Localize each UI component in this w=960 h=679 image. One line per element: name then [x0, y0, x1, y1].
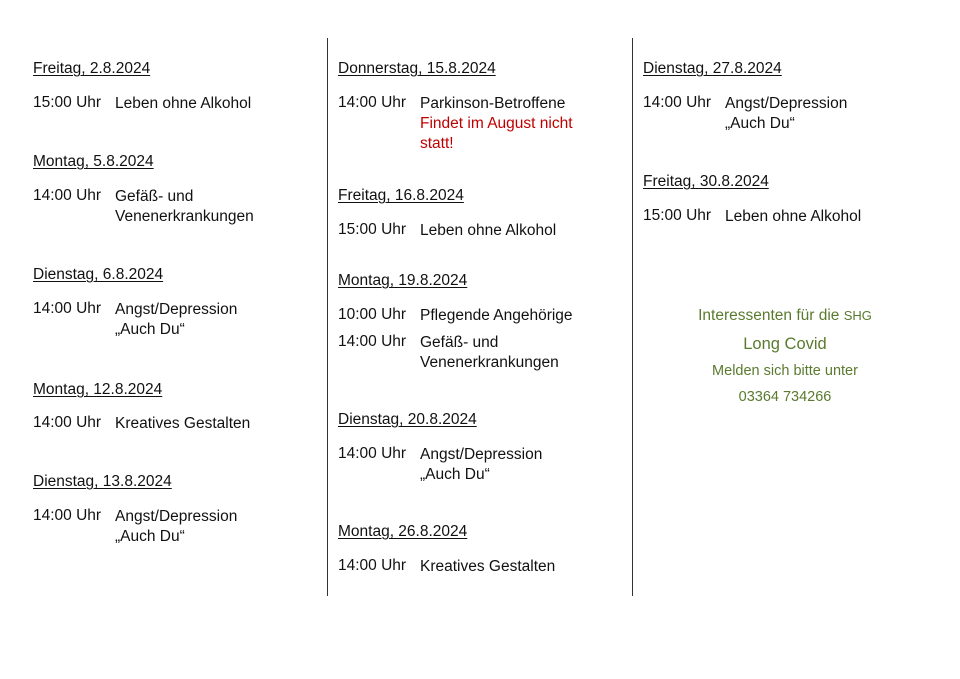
date-heading: Dienstag, 13.8.2024	[33, 473, 172, 490]
column-divider	[327, 38, 328, 596]
column-divider	[632, 38, 633, 596]
event-entry	[33, 507, 237, 547]
event-entry	[338, 333, 559, 373]
event-title: Kreatives Gestalten	[115, 415, 251, 432]
event-title: Pflegende Angehörige	[420, 307, 573, 324]
event-time: 15:00 Uhr	[33, 94, 102, 111]
event-entry	[338, 557, 555, 577]
event-entry	[338, 306, 573, 326]
cancellation-note-cont: statt!	[420, 135, 454, 152]
event-title: Angst/Depression	[115, 301, 238, 318]
event-title: Leben ohne Alkohol	[420, 222, 557, 239]
event-entry	[33, 300, 237, 340]
date-heading: Montag, 12.8.2024	[33, 381, 163, 398]
event-time: 14:00 Uhr	[643, 94, 712, 111]
event-time: 14:00 Uhr	[338, 94, 407, 111]
event-title-cont: Venenerkrankungen	[115, 208, 254, 225]
event-subtitle: „Auch Du“	[115, 321, 185, 338]
event-title-cont: Venenerkrankungen	[420, 354, 559, 371]
event-entry	[643, 94, 847, 134]
event-entry	[33, 187, 254, 227]
event-title: Gefäß- und	[115, 188, 194, 205]
notice-phone-number: 03364 734266	[738, 389, 832, 405]
event-time: 14:00 Uhr	[33, 507, 102, 524]
event-time: 14:00 Uhr	[338, 445, 407, 462]
date-heading: Freitag, 16.8.2024	[338, 187, 464, 204]
notice-shg-abbrev: SHG	[843, 308, 872, 323]
event-time: 15:00 Uhr	[338, 221, 407, 238]
date-heading: Donnerstag, 15.8.2024	[338, 60, 496, 77]
cancellation-note: Findet im August nicht	[420, 115, 573, 132]
event-entry	[33, 414, 250, 434]
notice-interest-text: Interessenten für die	[698, 307, 844, 324]
date-heading: Montag, 19.8.2024	[338, 272, 468, 289]
event-title: Angst/Depression	[420, 446, 543, 463]
date-heading: Freitag, 30.8.2024	[643, 173, 769, 190]
date-heading: Dienstag, 6.8.2024	[33, 266, 164, 283]
event-entry	[338, 221, 556, 241]
date-heading: Dienstag, 20.8.2024	[338, 411, 477, 428]
event-entry	[338, 445, 542, 485]
date-heading: Dienstag, 27.8.2024	[643, 60, 782, 77]
event-time: 14:00 Uhr	[33, 187, 102, 204]
date-heading: Montag, 5.8.2024	[33, 153, 154, 170]
event-subtitle: „Auch Du“	[420, 466, 490, 483]
schedule-column-2	[338, 0, 628, 679]
event-entry	[643, 207, 861, 227]
event-title: Leben ohne Alkohol	[115, 95, 252, 112]
notice-contact-text: Melden sich bitte unter	[712, 363, 858, 379]
event-time: 14:00 Uhr	[33, 414, 102, 431]
event-subtitle: „Auch Du“	[725, 115, 795, 132]
schedule-column-1	[33, 0, 323, 679]
event-title: Kreatives Gestalten	[420, 558, 556, 575]
event-subtitle: „Auch Du“	[115, 528, 185, 545]
event-time: 14:00 Uhr	[338, 333, 407, 350]
date-heading: Freitag, 2.8.2024	[33, 60, 151, 77]
event-entry	[338, 94, 573, 154]
date-heading: Montag, 26.8.2024	[338, 523, 468, 540]
event-time: 10:00 Uhr	[338, 306, 407, 323]
event-title: Leben ohne Alkohol	[725, 208, 862, 225]
notice-line-interest	[643, 307, 927, 325]
notice-group-name: Long Covid	[743, 335, 827, 353]
event-time: 15:00 Uhr	[643, 207, 712, 224]
event-title: Angst/Depression	[115, 508, 238, 525]
event-title: Parkinson-Betroffene	[420, 95, 566, 112]
event-time: 14:00 Uhr	[338, 557, 407, 574]
event-title: Gefäß- und	[420, 334, 499, 351]
event-entry	[33, 94, 251, 114]
event-time: 14:00 Uhr	[33, 300, 102, 317]
event-title: Angst/Depression	[725, 95, 848, 112]
